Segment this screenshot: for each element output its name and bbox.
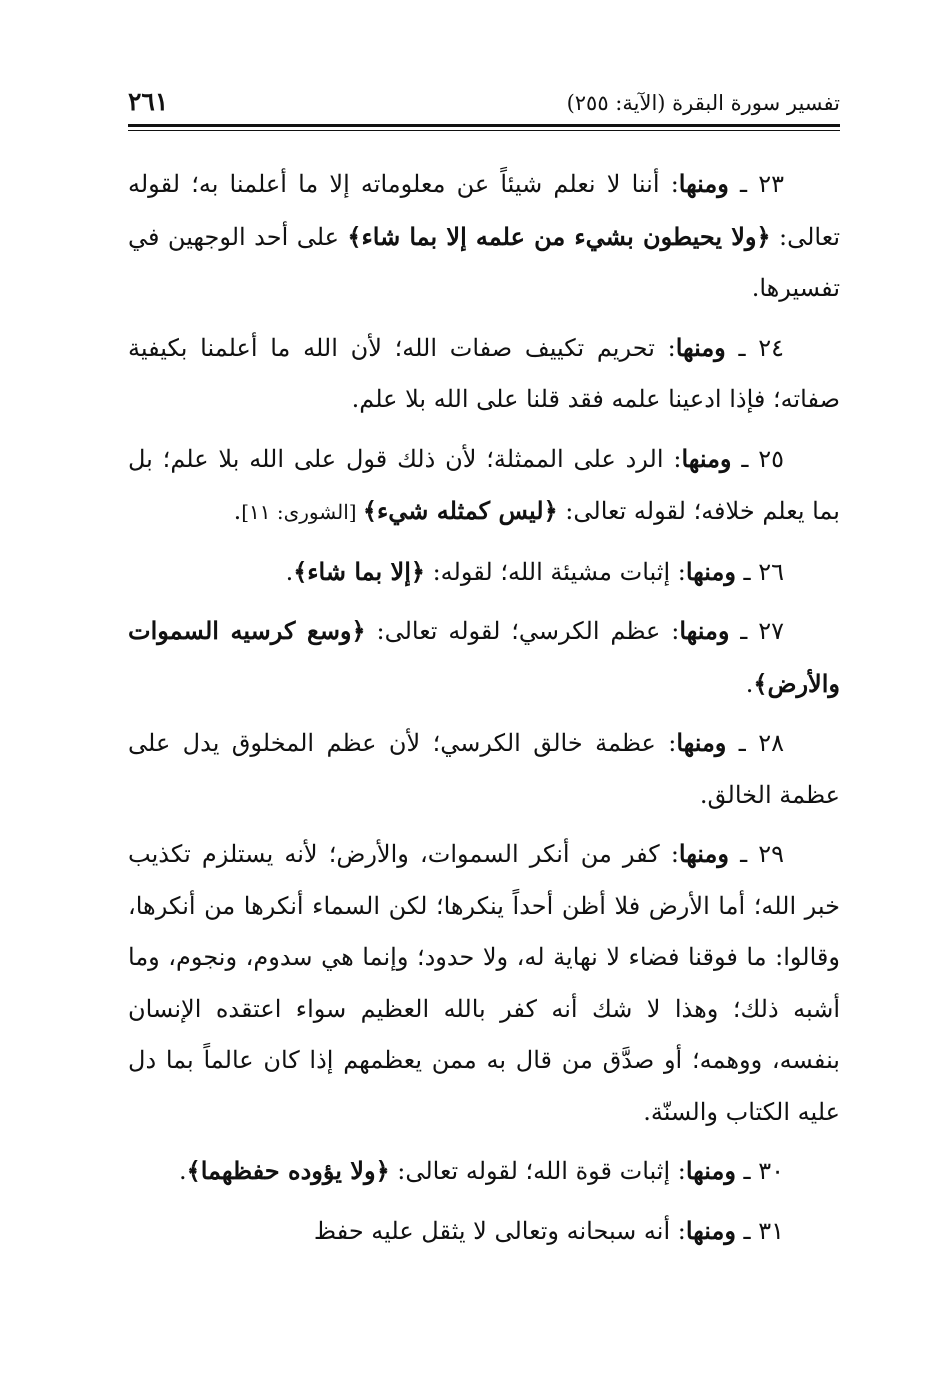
paragraph-number: ٢٣ ـ xyxy=(728,170,784,198)
paragraph-text: : عظم الكرسي؛ لقوله تعالى: xyxy=(365,617,680,645)
paragraph-text-tail: . xyxy=(285,557,294,586)
paragraph-label: ومنها xyxy=(678,839,729,868)
paragraph-number: ٢٥ ـ xyxy=(731,444,784,473)
paragraph-text: : إثبات قوة الله؛ لقوله تعالى: xyxy=(389,1157,686,1185)
header-rule-thin xyxy=(128,130,840,131)
paragraph-27 xyxy=(128,605,840,710)
paragraph-label: ومنها xyxy=(681,443,732,473)
paragraph-label: ومنها xyxy=(678,169,729,198)
paragraph-number: ٣٠ ـ xyxy=(735,1157,784,1185)
paragraph-text-tail: على أحد الوجهين في تفسيرها. xyxy=(128,222,840,302)
quran-open-bracket: ﴿ xyxy=(410,556,425,586)
quran-close-bracket: ﴾ xyxy=(186,1156,201,1185)
quran-close-bracket: ﴾ xyxy=(347,221,362,251)
paragraph-label: ومنها xyxy=(685,1215,736,1245)
paragraph-text: : أننا لا نعلم شيئاً عن معلوماته إلا ما أعلمنا به؛ لقوله تعالى: xyxy=(128,170,840,251)
quran-open-bracket: ﴿ xyxy=(351,616,366,645)
paragraph-29 xyxy=(128,828,840,1138)
quran-open-bracket: ﴿ xyxy=(543,496,558,525)
quran-close-bracket: ﴾ xyxy=(293,556,308,586)
paragraph-23 xyxy=(128,158,840,315)
paragraph-text: : أنه سبحانه وتعالى لا يثقل عليه حفظ xyxy=(313,1216,686,1245)
body-text xyxy=(128,158,840,1257)
quran-quote: ليس كمثله شيء xyxy=(376,496,544,525)
paragraph-31 xyxy=(128,1205,840,1258)
paragraph-number: ٢٤ ـ xyxy=(725,333,784,362)
running-title: تفسير سورة البقرة (الآية: ٢٥٥) xyxy=(566,91,840,115)
paragraph-text-tail: . xyxy=(233,497,242,525)
paragraph-26 xyxy=(128,546,840,599)
quran-quote: ولا يحيطون بشيء من علمه إلا بما شاء xyxy=(361,221,757,251)
quran-quote: ولا يؤوده حفظهما xyxy=(200,1156,376,1185)
page-number: ٢٦١ xyxy=(128,87,169,116)
paragraph-number: ٣١ ـ xyxy=(735,1216,784,1245)
running-header xyxy=(128,88,840,122)
quran-quote: إلا بما شاء xyxy=(307,556,411,586)
paragraph-30 xyxy=(128,1145,840,1198)
quran-open-bracket: ﴿ xyxy=(375,1156,390,1185)
quran-close-bracket: ﴾ xyxy=(753,668,768,698)
paragraph-label: ومنها xyxy=(685,556,736,586)
paragraph-label: ومنها xyxy=(685,1156,736,1185)
paragraph-text: : تحريم تكييف صفات الله؛ لأن الله ما أعلمنا بكيفية صفاته؛ فإذا ادعينا علمه فقد قلنا على الله بلا علم. xyxy=(128,333,840,413)
paragraph-24 xyxy=(128,322,840,426)
paragraph-number: ٢٧ ـ xyxy=(729,617,785,645)
paragraph-number: ٢٦ ـ xyxy=(735,557,784,586)
paragraph-number: ٢٨ ـ xyxy=(726,729,785,757)
paragraph-28 xyxy=(128,717,840,821)
paragraph-25 xyxy=(128,433,840,539)
paragraph-text-tail: . xyxy=(745,669,754,698)
paragraph-text-tail: . xyxy=(179,1157,187,1185)
header-rule-thick xyxy=(128,124,840,127)
quran-reference: [الشورى: ١١] xyxy=(241,500,363,524)
paragraph-text: : الرد على الممثلة؛ لأن ذلك قول على الله بلا علم؛ بل بما يعلم خلافه؛ لقوله تعالى: xyxy=(128,444,840,525)
paragraph-label: ومنها xyxy=(676,728,727,757)
quran-open-bracket: ﴿ xyxy=(756,221,771,251)
paragraph-label: ومنها xyxy=(679,616,730,645)
paragraph-text: : عظمة خالق الكرسي؛ لأن عظم المخلوق يدل على عظمة الخالق. xyxy=(128,729,840,809)
paragraph-text: : إثبات مشيئة الله؛ لقوله: xyxy=(424,557,686,586)
paragraph-label: ومنها xyxy=(675,332,726,362)
paragraph-number: ٢٩ ـ xyxy=(728,840,784,868)
quran-close-bracket: ﴾ xyxy=(362,496,377,525)
quran-quote: وسع كرسيه السموات والأرض xyxy=(128,616,840,698)
paragraph-text: : كفر من أنكر السموات، والأرض؛ لأنه يستلزم تكذيب خبر الله؛ أما الأرض فلا أظن أحداً ينكرها؛ لكن السماء أنكرها من أنكرها، وقالوا: ما فوقنا فضاء لا نهاية له، ولا حدود؛ وإنما هي سدوم، ونجوم، وما أشبه ذلك؛ وهذا لا شك أنه كفر بالله العظيم سواء اعتقده الإنسان بنفسه، ووهمه؛ أو صدَّق من قال به ممن يعظمهم إذا كان عالماً بما دل عليه الكتاب والسنّة. xyxy=(128,840,840,1126)
